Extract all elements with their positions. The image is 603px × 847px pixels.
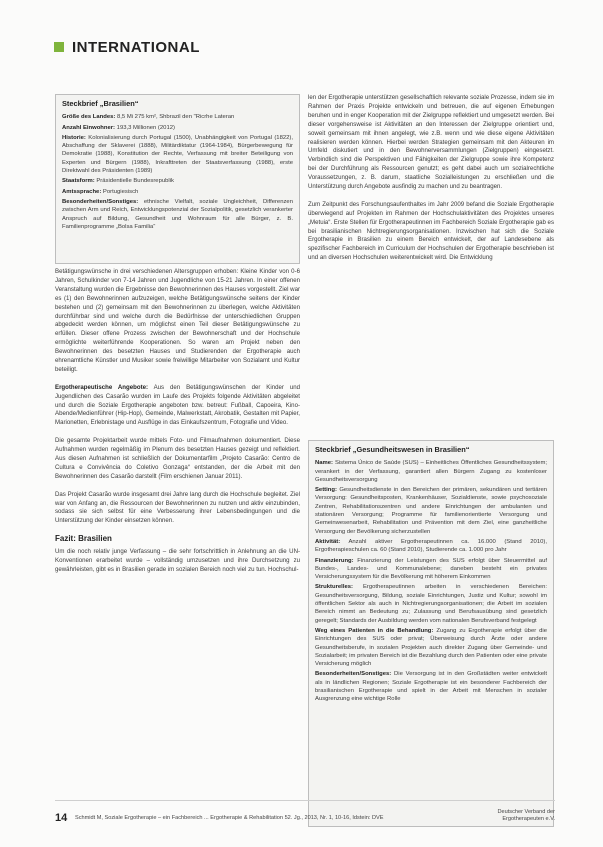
publisher-line: Ergotherapeuten e.V.: [502, 816, 555, 822]
info-row: [62, 198, 293, 231]
footer-divider: [55, 800, 555, 801]
info-row-text: Sistema Único de Saúde (SUS) – Einheitliches Öffentliches Gesundheitssystem; verankert in der Verfassung, garantiert allen Bürgern Zugang zu kostenloser Gesundheitsversorgung: [315, 460, 547, 483]
info-row-text: Ergotherapeutinnen arbeiten in verschiedenen Bereichen: Gesundheitsversorgung, Bildung, soziale Einrichtungen, Justiz und Kultur; sowohl im öffentlichen Sektor als auch in Nichtregierungsorganisationen; die Arbeit im sozialen Bereich nimmt an Bedeutung zu; Zulassung und Berufsausübung sind gesetzlich geregelt; Standards der Ausbildung werden vom nationalen Berufsverband festgelegt: [315, 584, 547, 624]
info-box-health-system: [308, 440, 554, 827]
info-row-text: Portugiesisch: [101, 188, 139, 195]
right-column-text: [308, 94, 554, 272]
info-row-text: Zugang zu Ergotherapie erfolgt über die Einrichtungen des SUS oder privat; Überweisung durch Ärzte oder andere Gesundheitsberufe, in sozialen Projekten auch direkter Zugang über Gemeinde- und Sozialarbeit; im privaten Bereich ist die Bezahlung durch den Patienten oder eine private Versicherung möglich: [315, 627, 547, 668]
info-row-text: Präsidentielle Bundesrepublik: [94, 178, 174, 185]
info-row-text: 8,5 Mi 275 km², Shbrazil den "Ricrhe Lateran: [115, 114, 235, 121]
body-paragraph: Betätigungswünsche in drei verschiedenen Altersgruppen erhoben: Kleine Kinder von 0-6 Jahren, Schulkinder von 7-14 Jahren und Jugendliche von 15-21 Jahren. In einer offenen Veranstaltung wurden die Ergebnisse den Bewohnerinnen des Hauses vorgestellt. Ziel war es (1) den Bewohnerinnen aufzuzeigen, welche Betätigungswünsche seitens der Kinder bestehen und (2) gemeinsam mit den Bewohnerinnen zu überlegen, welche Aktivitäten durchführbar sind und welche durch die Bedürfnisse der unterschiedlichen Gruppen abgedeckt werden können, um möglichst einen Teil dieser Betätigungswünsche zu erfüllen. Dieser offene Prozess zwischen der Bewohnerschaft und der Hochschule ermöglichte weiterführende Kooperationen. So waren am Projekt neben den Bewohnerinnen des besetzten Hauses und Studierenden der Ergotherapie auch ehrenamtliche Künstler und Musiker sowie freiwillige Mitarbeiter von Sozialamt und Kultur beteiligt.: [55, 268, 300, 373]
info-row-label: Strukturelles:: [315, 584, 353, 591]
citation: Schmidt M, Soziale Ergotherapie – ein Fachbereich ... Ergotherapie & Rehabilitation 52. Jg., 2013, Nr. 1, 10-16, Idstein: DVE: [75, 815, 384, 821]
page-footer: [55, 809, 555, 832]
info-row: [62, 134, 293, 175]
info-row-label: Besonderheiten/Sonstiges:: [315, 671, 392, 678]
info-row: [315, 486, 547, 536]
left-column-text: [55, 268, 300, 584]
info-row-label: Setting:: [315, 487, 337, 494]
info-row: [62, 113, 293, 121]
info-row: [315, 627, 547, 668]
info-row-text: ethnische Vielfalt, soziale Ungleichheit, Differenzen zwischen Arm und Reich, Entwicklungspotenzial der Sozialpolitik, gesetzlich verankerter Anspruch auf Bildung, Gesundheit und Wohnraum für alle Bürger, z. B. Familienprogramme „Bolsa Familia“: [62, 198, 293, 230]
info-row-text: Gesundheitsdienste in den Bereichen der primären, sekundären und tertiären Versorgung: Gesundheitsposten, Krankenhäuser, Sozialdienste, sowie psychosoziale Zentren, Rehabilitationszentren und andere Einrichtungen der ambulanten und stationären Versorgung; Programme für familienorientierte Versorgung und Gemeinwesenarbeit, Rehabilitation und Prävention mit dem Ziel, eine ganzheitliche Versorgung der Bevölkerung sicherzustellen: [315, 487, 547, 535]
info-row-text: Anzahl aktiver Ergotherapeutinnen ca. 16.000 (Stand 2010), Ergotherapieschulen ca. 60 (Stand 2010), Studierende ca. 1.000 pro Jahr: [315, 538, 547, 554]
section-header: [54, 39, 200, 55]
body-paragraph: Um die noch relativ junge Verfassung – die sehr fortschrittlich in Anlehnung an die UN-Konventionen erarbeitet wurde – vollständig umzusetzen und ihre Durchsetzung zu gewährleisten, gibt es in Brasilien gerade im sozialen Bereich noch viel zu tun. Hochschul-: [55, 548, 300, 573]
info-row: [315, 538, 547, 555]
info-row-label: Weg eines Patienten in die Behandlung:: [315, 627, 434, 634]
info-row-text: 193,3 Millionen (2012): [115, 124, 175, 131]
info-row-label: Name:: [315, 460, 334, 467]
info-row: [62, 124, 293, 132]
info-box-brazil: [55, 94, 300, 264]
body-paragraph: [55, 384, 300, 429]
info-row-label: Größe des Landes:: [62, 114, 116, 121]
section-heading-fazit: Fazit: Brasilien: [55, 534, 112, 544]
page-number: 14: [55, 812, 68, 824]
info-row-text: Die Versorgung ist in den Großstädten weiter entwickelt als in ländlichen Regionen; Soziale Ergotherapie ist ein besonderer Fachbereich der brasilianischen Ergotherapie und spielt in der Arbeit mit Menschen in sozialer Ausgrenzung eine wichtige Rolle: [315, 671, 547, 703]
body-paragraph: Die gesamte Projektarbeit wurde mittels Foto- und Filmaufnahmen dokumentiert. Diese Aufnahmen wurden regelmäßig im Plenum des besetzten Hauses gezeigt und reflektiert. Aus diesen Aufnahmen ist schließlich der Dokumentarfilm „Projeto Casarão: Centro de Cultura e Convivência do Coletivo Gonzaga“ entstanden, der die Arbeit mit den Bewohnerinnen des Casarão darstellt (Film erschienen Januar 2011).: [55, 437, 300, 480]
section-square-icon: [54, 42, 64, 52]
body-paragraph: Zum Zeitpunkt des Forschungsaufenthaltes im Jahr 2009 befand die Soziale Ergotherapie überwiegend auf Projekten im Rahmen der Hochschulaktivitäten des Projektes unseres „Metuia“. Erste Stellen für Ergotherapeutinnen im Fachbereich Soziale Ergotherapie gab es bei brasilianischen Nichtregierungsorganisationen. Inzwischen hat sich die Soziale Ergotherapie in Brasilien zu einem Bereich entwickelt, der auf Landesebene als spezifischer Fachbereich im Curriculum der Hochschulen der Ergotherapie beschrieben ist und an diversen Hochschulen weiterentwickelt wird. Die Entwicklung: [308, 200, 554, 262]
info-row-label: Aktivität:: [315, 538, 341, 545]
info-row: [315, 670, 547, 703]
publisher-line: Deutscher Verband der: [497, 809, 555, 815]
info-row-label: Finanzierung:: [315, 557, 354, 564]
publisher: [465, 809, 555, 823]
info-box-title: Steckbrief „Brasilien“: [62, 99, 139, 108]
info-row: [62, 177, 293, 185]
section-title: INTERNATIONAL: [72, 38, 200, 56]
info-row-label: Besonderheiten/Sonstiges:: [62, 198, 139, 205]
info-row-text: Kolonialisierung durch Portugal (1500), Unabhängigkeit von Portugal (1822), Abschaffung der Sklaverei (1888), Militärdiktatur (1964-1984), Bürgerbewegung für Demokratie (1988), Konstitution der Rechte, Verfassung mit breiter Beteiligung von Experten und Bürgern (1988), Inkrafttreten der Staatsverfassung (1988), erste Direktwahl des Präsidenten (1989): [62, 134, 293, 175]
info-row-text: Finanzierung der Leistungen des SUS erfolgt über Steuermittel auf Bundes-, Landes- und Kommunalebene; daneben besteht ein privates Versicherungssystem für die Bevölkerung mit höherem Einkommen: [315, 557, 547, 581]
info-row: [315, 459, 547, 484]
info-row-label: Staatsform:: [62, 178, 95, 185]
paragraph-text: Aus den Betätigungswünschen der Kinder und Jugendlichen des Casarão wurden im Laufe des Projekts folgende Aktivitäten abgeleitet und durch die Soziale Ergotherapie angeboten bzw. betreut: Fußball, Capoeira, Kino-Abende/Medienführer (Hip-Hop), Gemeinde, Malwerkstatt, Akrobatik, Gestalten mit Papier, Marionetten, Erlebnistage und Ausflüge in das Einkaufszentrum, Fotografie und Video.: [55, 383, 300, 427]
info-row-label: Amtssprache:: [62, 188, 102, 195]
info-row-label: Anzahl Einwohner:: [62, 124, 116, 131]
info-row: [315, 583, 547, 624]
info-box-title: Steckbrief „Gesundheitswesen in Brasilien“: [315, 445, 470, 454]
body-paragraph: Das Projekt Casarão wurde insgesamt drei Jahre lang durch die Hochschule begleitet. Ziel war von Anfang an, die Ressourcen der Bewohnerinnen zu nutzen und aktiv einzubinden, sodass sie sich selbst für eine Verbesserung ihrer Lebensbedingungen und die Unterstützung der Kinder einsetzen können.: [55, 490, 300, 525]
info-row: [315, 557, 547, 582]
info-row-label: Historie:: [62, 134, 86, 141]
body-paragraph: len der Ergotherapie unterstützen gesellschaftlich relevante soziale Prozesse, indem sie im Rahmen der Praxis Projekte entwickeln und betreuen, die auf eigenen Erhebungen beruhen und in enger Kooperation mit der Zielgruppe reflektiert und umgesetzt werden. Bei dieser vorgehensweise ist Aktivitäten an den Interessen der Zielgruppe orientiert und, soweit gemeinsam mit ihnen angelegt, wie z.B. wenn und wie diese eigene Aktivitäten realisieren werden können. Hierbei werden Strategien gemeinsam mit den Akteuren im Umfeld diskutiert und in den Bewohnerversammlungen (Zielgruppen) eingesetzt. Verbindlich sind die Perspektiven und Fähigkeiten der Zielgruppe sowie ihre Kompetenz bei der Durchführung als Ressourcen genutzt; es geht dabei auch um sozialrechtliche Voraussetzungen, z. B. darum, staatliche Sozialleistungen zu erschließen und die Unterstützung durch Angebote ausfindig zu machen und zu beantragen.: [308, 94, 554, 191]
info-row: [62, 188, 293, 196]
paragraph-lead: Ergotherapeutische Angebote:: [55, 383, 149, 391]
